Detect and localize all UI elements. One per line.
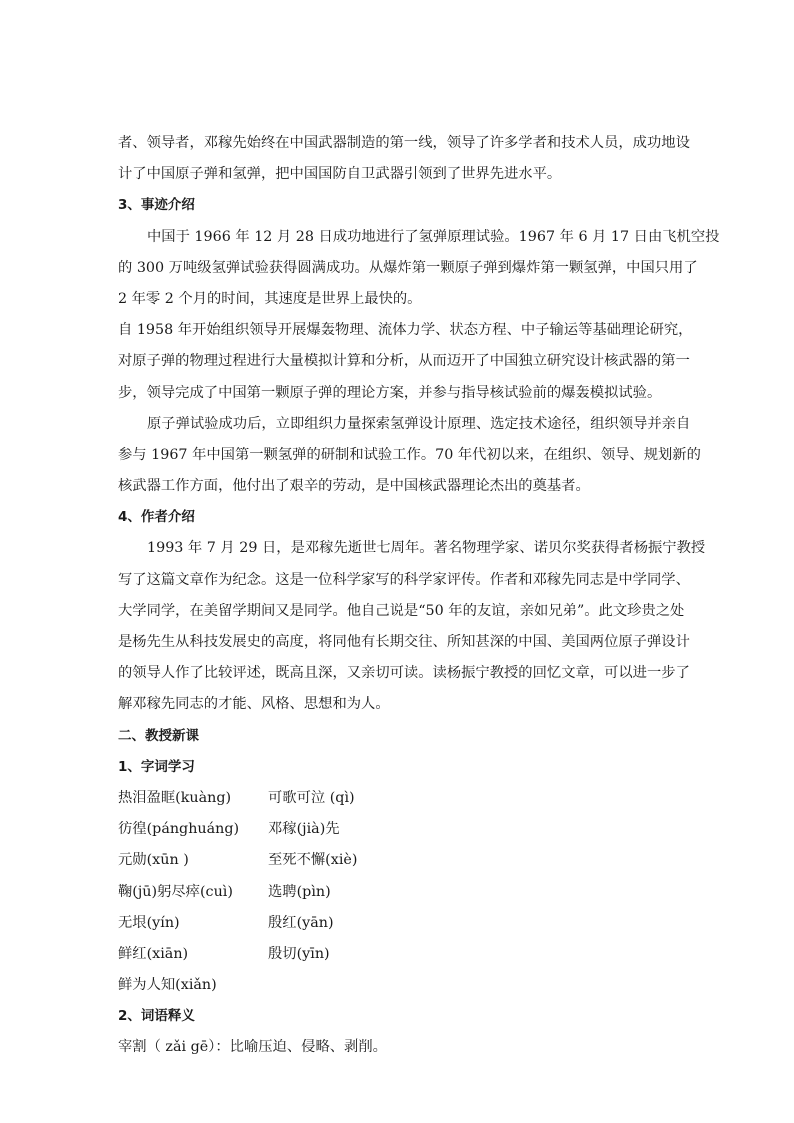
paragraph-line: 的 300 万吨级氢弹试验获得圆满成功。从爆炸第一颗原子弹到爆炸第一颗氢弹，中国只用了 — [118, 259, 698, 276]
paragraph-line: 的领导人作了比较评述，既高且深，又亲切可读。读杨振宁教授的回忆文章，可以进一步了 — [118, 665, 690, 682]
paragraph-line: 解邓稼先同志的才能、风格、思想和为人。 — [118, 696, 390, 713]
vocab-item: 邓稼(jià)先 — [268, 821, 340, 838]
vocab-item: 至死不懈(xiè) — [268, 852, 358, 869]
vocab-item: 鲜红(xiān) — [118, 945, 189, 962]
section-heading-author: 4、作者介绍 — [118, 509, 195, 526]
paragraph-line: 是杨先生从科技发展史的高度，将同他有长期交往、所知甚深的中国、美国两位原子弹设计 — [118, 634, 690, 650]
vocab-item: 鞠(jū)躬尽瘁(cuì) — [118, 883, 233, 900]
paragraph-line: 中国于 1966 年 12 月 28 日成功地进行了氢弹原理试验。1967 年 6 月 17 日由飞机空投 — [147, 228, 720, 245]
paragraph-line: 写了这篇文章作为纪念。这是一位科学家写的科学家评传。作者和邓稼先同志是中学同学、 — [118, 571, 690, 588]
paragraph-line: 核武器工作方面，他付出了艰辛的劳动，是中国核武器理论杰出的奠基者。 — [118, 478, 590, 495]
vocab-item: 元勋(xūn ) — [118, 852, 189, 869]
vocab-row — [118, 908, 678, 939]
paragraph-line: 2 年零 2 个月的时间，其速度是世界上最快的。 — [118, 290, 422, 307]
vocab-item: 鲜为人知(xiǎn) — [118, 977, 217, 994]
section-heading-deeds: 3、事迹介绍 — [118, 197, 195, 214]
paragraph-line: 1993 年 7 月 29 日，是邓稼先逝世七周年。著名物理学家、诺贝尔奖获得者杨振宁教授 — [147, 540, 706, 557]
vocab-item: 可歌可泣 (qì) — [268, 789, 355, 806]
vocab-row — [118, 970, 678, 1001]
vocab-item: 无垠(yín) — [118, 914, 180, 931]
definition-item: 宰割（ zǎi gē）：比喻压迫、侵略、剥削。 — [118, 1039, 387, 1056]
vocab-row — [118, 783, 678, 814]
document-page — [118, 128, 720, 1064]
paragraph-line: 步，领导完成了中国第一颗原子弹的理论方案，并参与指导核试验前的爆轰模拟试验。 — [118, 384, 662, 401]
paragraph-line: 参与 1967 年中国第一颗氢弹的研制和试验工作。70 年代初以来，在组织、领导、规划新的 — [118, 446, 701, 463]
vocab-item: 彷徨(pánghuáng) — [118, 821, 240, 838]
part-heading-new-lesson: 二、教授新课 — [118, 727, 199, 744]
vocab-row — [118, 814, 678, 845]
vocab-item: 殷切(yīn) — [268, 945, 330, 962]
vocab-row — [118, 845, 678, 876]
vocab-row — [118, 877, 678, 908]
vocab-row — [118, 939, 678, 970]
paragraph-line: 原子弹试验成功后，立即组织力量探索氢弹设计原理、选定技术途径，组织领导并亲自 — [147, 415, 691, 432]
vocab-item: 殷红(yān) — [268, 914, 334, 931]
intro-line: 者、领导者，邓稼先始终在中国武器制造的第一线，领导了许多学者和技术人员，成功地设 — [118, 135, 690, 151]
vocab-item: 选聘(pìn) — [268, 883, 331, 900]
paragraph-line: 大学同学，在美留学期间又是同学。他自己说是“50 年的友谊，亲如兄弟”。此文珍贵之处 — [118, 602, 685, 619]
section-heading-vocab: 1、字词学习 — [118, 758, 195, 775]
paragraph-line: 对原子弹的物理过程进行大量模拟计算和分析，从而迈开了中国独立研究设计核武器的第一 — [118, 353, 690, 370]
intro-line: 计了中国原子弹和氢弹，把中国国防自卫武器引领到了世界先进水平。 — [118, 166, 562, 183]
paragraph-line: 自 1958 年开始组织领导开展爆轰物理、流体力学、状态方程、中子输运等基础理论研究， — [118, 322, 693, 339]
vocab-item: 热泪盈眶(kuàng) — [118, 789, 232, 806]
section-heading-definitions: 2、词语释义 — [118, 1008, 195, 1025]
